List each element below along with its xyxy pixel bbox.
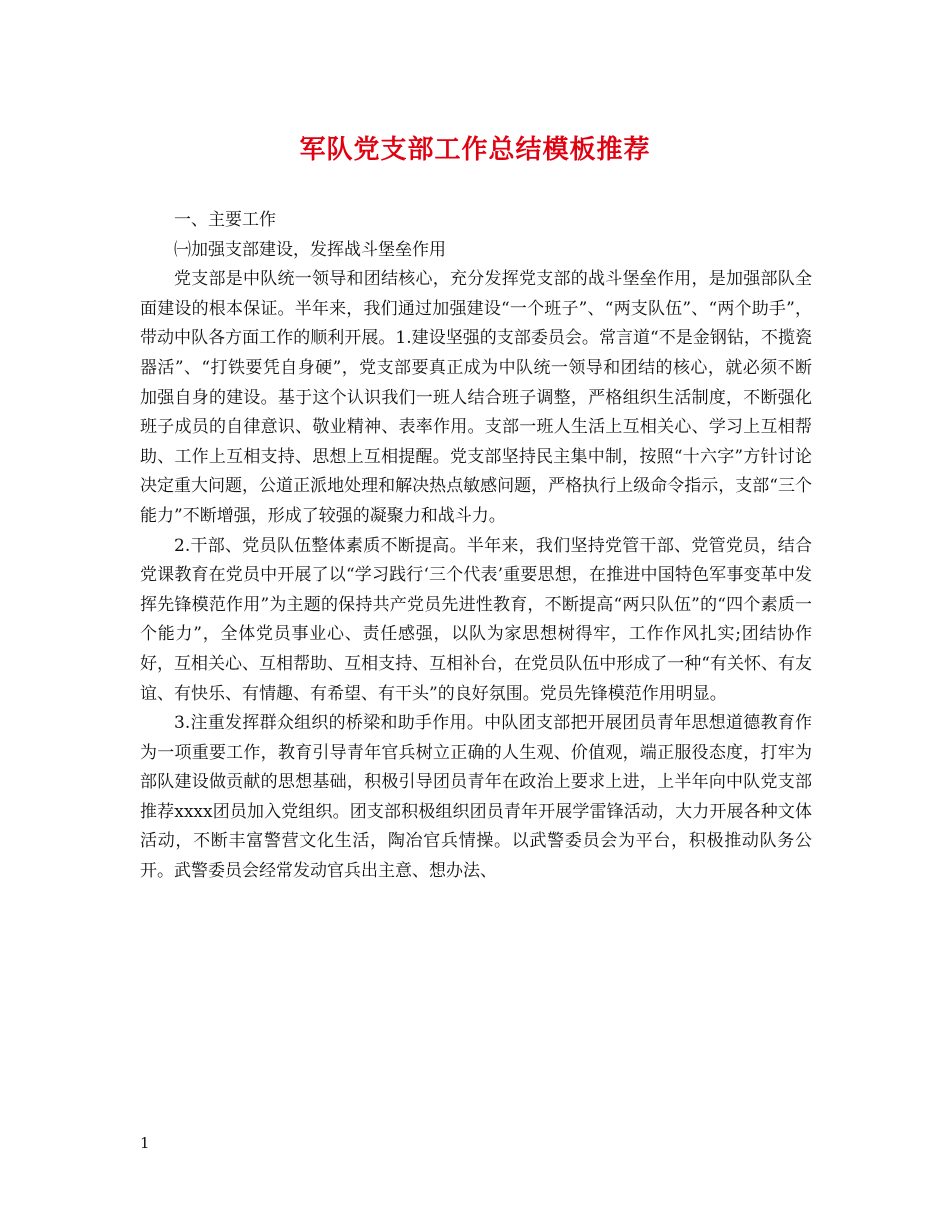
body-paragraph: 3.注重发挥群众组织的桥梁和助手作用。中队团支部把开展团员青年思想道德教育作为一项重要工作，教育引导青年官兵树立正确的人生观、价值观，端正服役态度，打牢为部队建设做贡献的思想基础，积极引导团员青年在政治上要求上进，上半年向中队党支部推荐xxxx团员加入党组织。团支部积极组织团员青年开展学雷锋活动，大力开展各种文体活动，不断丰富警营文化生活，陶冶官兵情操。以武警委员会为平台，积极推动队务公开。武警委员会经常发动官兵出主意、想办法、 — [140, 713, 812, 882]
document-title: 军队党支部工作总结模板推荐 — [299, 135, 651, 165]
body-paragraph: 党支部是中队统一领导和团结核心，充分发挥党支部的战斗堡垒作用，是加强部队全面建设的根本保证。半年来，我们通过加强建设“一个班子”、“两支队伍”、“两个助手”，带动中队各方面工作的顺利开展。1.建设坚强的支部委员会。常言道“不是金钢钻，不揽瓷器活”、“打铁要凭自身硬”，党支部要真正成为中队统一领导和团结的核心，就必须不断加强自身的建设。基于这个认识我们一班人结合班子调整，严格组织生活制度，不断强化班子成员的自律意识、敬业精神、表率作用。支部一班人生活上互相关心、学习上互相帮助、工作上互相支持、思想上互相提醒。党支部坚持民主集中制，按照“十六字”方针讨论决定重大问题，公道正派地处理和解决热点敏感问题，严格执行上级命令指示，支部“三个能力”不断增强，形成了较强的凝聚力和战斗力。 — [140, 269, 812, 526]
section-heading: 一、主要工作 — [174, 210, 276, 230]
body-paragraph: 2.干部、党员队伍整体素质不断提高。半年来，我们坚持党管干部、党管党员，结合党课教育在党员中开展了以“学习践行‘三个代表’重要思想，在推进中国特色军事变革中发挥先锋模范作用”为主题的保持共产党员先进性教育，不断提高“两只队伍”的“四个素质一个能力”，全体党员事业心、责任感强，以队为家思想树得牢，工作作风扎实;团结协作好，互相关心、互相帮助、互相支持、互相补台，在党员队伍中形成了一种“有关怀、有友谊、有快乐、有情趣、有希望、有干头”的良好氛围。党员先锋模范作用明显。 — [140, 535, 812, 704]
page-number: 1 — [140, 1134, 150, 1152]
document-body — [140, 206, 812, 887]
subsection-heading: ㈠加强支部建设，发挥战斗堡垒作用 — [174, 239, 446, 260]
